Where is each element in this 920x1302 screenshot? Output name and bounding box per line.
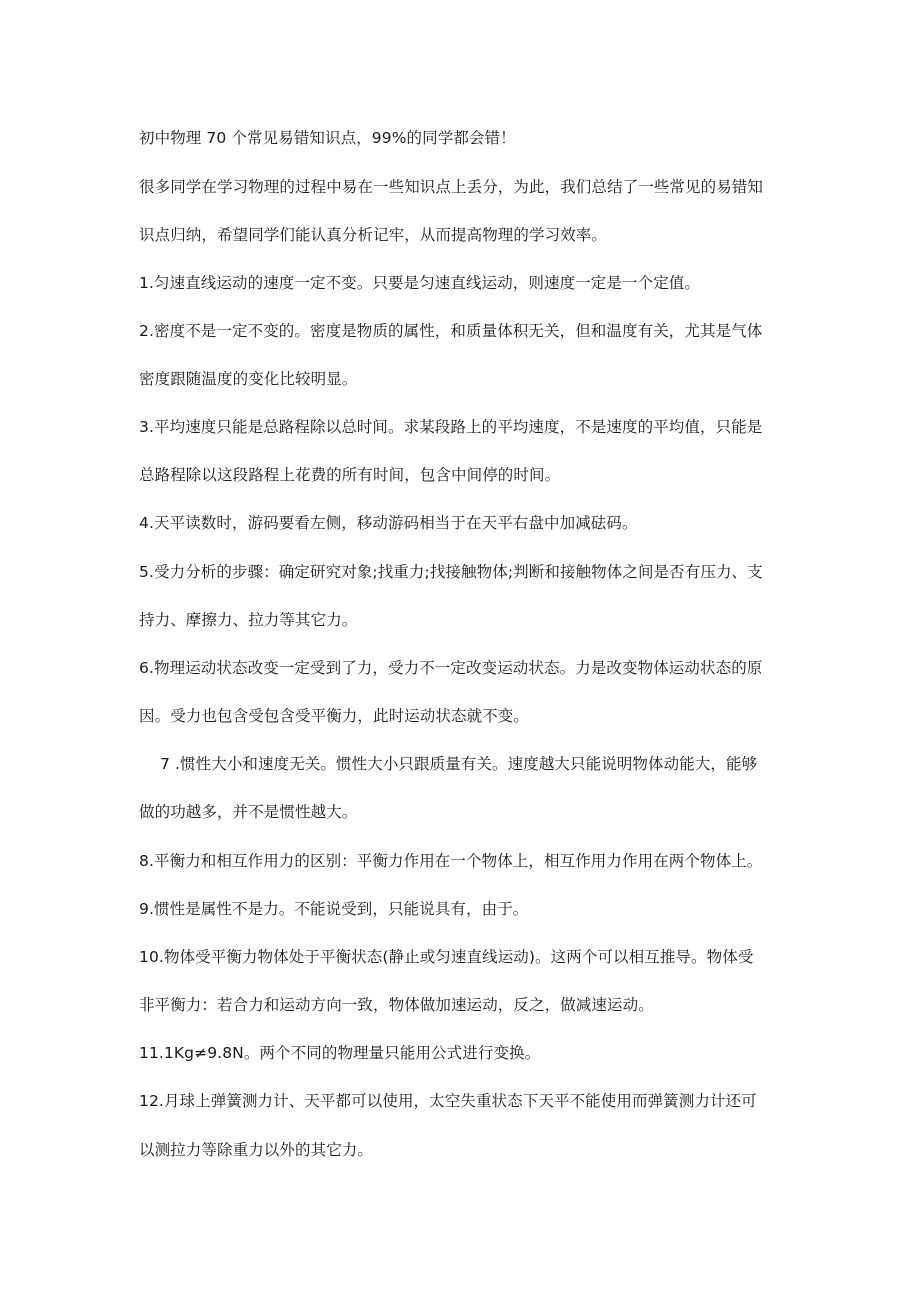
item-4-line-1: 4.天平读数时，游码要看左侧，移动游码相当于在天平右盘中加减砝码。 (139, 514, 638, 532)
item-8-line-1: 8.平衡力和相互作用力的区别：平衡力作用在一个物体上，相互作用力作用在两个物体上。 (139, 852, 763, 870)
item-1-line-1: 1.匀速直线运动的速度一定不变。只要是匀速直线运动，则速度一定是一个定值。 (139, 274, 700, 292)
intro-line-1: 很多同学在学习物理的过程中易在一些知识点上丢分，为此，我们总结了一些常见的易错知 (139, 178, 764, 196)
intro-line-2: 识点归纳，希望同学们能认真分析记牢，从而提高物理的学习效率。 (139, 226, 608, 244)
item-3-line-2: 总路程除以这段路程上花费的所有时间，包含中间停的时间。 (139, 466, 561, 484)
item-12-line-2: 以测拉力等除重力以外的其它力。 (139, 1141, 374, 1159)
item-9-line-1: 9.惯性是属性不是力。不能说受到，只能说具有，由于。 (139, 900, 529, 918)
item-10-line-1: 10.物体受平衡力物体处于平衡状态(静止或匀速直线运动)。这两个可以相互推导。物体受 (139, 948, 754, 966)
item-7-line-1: 7 .惯性大小和速度无关。惯性大小只跟质量有关。速度越大只能说明物体动能大，能够 (160, 755, 758, 773)
item-10-line-2: 非平衡力：若合力和运动方向一致，物体做加速运动，反之，做减速运动。 (139, 996, 654, 1014)
item-2-line-2: 密度跟随温度的变化比较明显。 (139, 370, 358, 388)
item-6-line-1: 6.物理运动状态改变一定受到了力，受力不一定改变运动状态。力是改变物体运动状态的原 (139, 659, 763, 677)
item-2-line-1: 2.密度不是一定不变的。密度是物质的属性，和质量体积无关，但和温度有关，尤其是气体 (139, 322, 763, 340)
item-3-line-1: 3.平均速度只能是总路程除以总时间。求某段路上的平均速度，不是速度的平均值，只能是 (139, 418, 763, 436)
item-5-line-1: 5.受力分析的步骤：确定研究对象;找重力;找接触物体;判断和接触物体之间是否有压力、支 (139, 563, 763, 581)
item-12-line-1: 12.月球上弹簧测力计、天平都可以使用，太空失重状态下天平不能使用而弹簧测力计还可 (139, 1092, 757, 1110)
item-11-line-1: 11.1Kg≠9.8N。两个不同的物理量只能用公式进行变换。 (139, 1044, 541, 1062)
item-5-line-2: 持力、摩擦力、拉力等其它力。 (139, 611, 358, 629)
item-6-line-2: 因。受力也包含受包含受平衡力，此时运动状态就不变。 (139, 707, 530, 725)
document-title: 初中物理 70 个常见易错知识点，99%的同学都会错！ (139, 129, 516, 147)
item-7-line-2: 做的功越多，并不是惯性越大。 (139, 803, 358, 821)
